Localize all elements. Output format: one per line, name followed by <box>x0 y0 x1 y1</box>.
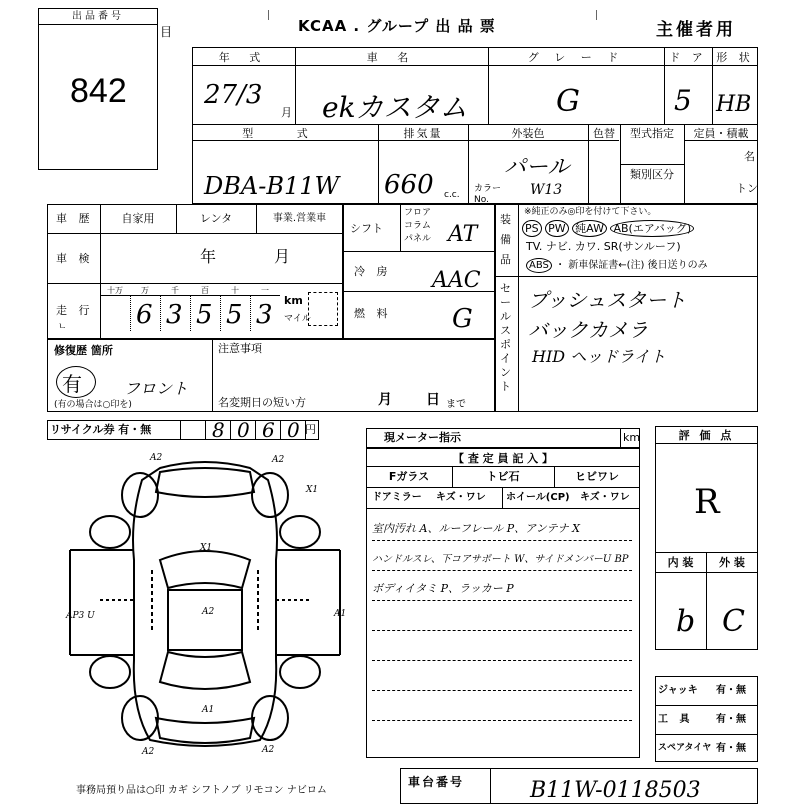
right-front-wheel-icon <box>280 516 320 548</box>
shift-floor: フロア <box>404 208 432 218</box>
recycle-digit: 6 <box>262 418 275 442</box>
mark-windshield: X1 <box>200 543 213 553</box>
capacity-label: 定員・積載 <box>693 127 749 140</box>
glass-label: Fガラス <box>388 470 430 483</box>
odometer-digit-label: 十 <box>231 286 239 295</box>
mark-left-side: AP3 U <box>66 611 95 621</box>
glass-crack: ヒビワレ <box>575 470 619 483</box>
displacement-label: 排気量 <box>403 127 443 140</box>
front-left-wheel-icon <box>122 473 158 517</box>
fuel-label: 燃 料 <box>354 307 392 320</box>
door-label: ド ア <box>669 51 707 64</box>
recycle-digit: 8 <box>212 418 225 442</box>
copy-label: 主催者用 <box>656 20 736 40</box>
roof <box>168 590 242 650</box>
history-label: 車 歴 <box>56 212 94 225</box>
lot-number-value: 842 <box>70 72 127 110</box>
glass-chip: トビ石 <box>486 470 520 483</box>
mirror-opts: キズ・ワレ <box>436 492 486 503</box>
color-replace-label: 色替 <box>593 127 615 140</box>
year-label: 年 式 <box>218 51 269 64</box>
equipment-line3: ABS ・ 新車保証書←(注) 後日送りのみ <box>526 258 708 273</box>
recycle-digit: 0 <box>287 418 300 442</box>
score-label: 評 価 点 <box>678 429 735 442</box>
cc-unit: c.c. <box>444 190 460 200</box>
mark-bottom-left: A2 <box>142 747 155 757</box>
jack-value: 有・無 <box>716 685 746 696</box>
mile-unit: マイル <box>284 314 311 324</box>
wheel-label: ホイール(CP) <box>506 492 570 503</box>
aircon-label: 冷 房 <box>354 265 392 278</box>
odometer-digit: 5 <box>226 300 243 330</box>
selling-point-1: プッシュスタート <box>528 288 687 312</box>
aircon-value: AAC <box>432 268 481 293</box>
odometer-digit-label: 十万 <box>107 286 123 295</box>
month-unit: 月 <box>281 106 292 119</box>
shape-value: HB <box>716 92 752 117</box>
mileage-label: 走 行 <box>56 304 94 317</box>
windshield <box>160 551 250 588</box>
remark-3: ボディイタミ P、ラッカー P <box>372 582 514 595</box>
wheel-opts: キズ・ワレ <box>580 492 630 503</box>
selling-points-vertical-label: セールスポイント <box>500 282 511 393</box>
mark-top-right-x: X1 <box>306 485 319 495</box>
shift-value: AT <box>448 222 478 247</box>
odometer-digit: 3 <box>256 300 273 330</box>
car-name-label: 車 名 <box>366 51 417 64</box>
spare-label: スペアタイヤ <box>658 743 712 753</box>
recycle-label: リサイクル券 有・無 <box>50 423 152 436</box>
interior-value: b <box>676 604 696 639</box>
inspection-month-unit: 月 <box>274 247 291 266</box>
door-value: 5 <box>674 84 692 117</box>
left-rear-wheel-icon <box>90 656 130 688</box>
appraiser-label: 【 査 定 員 記 入 】 <box>453 452 553 465</box>
odometer-digit-label: 千 <box>171 286 179 295</box>
spare-value: 有・無 <box>716 743 746 754</box>
km-unit: km <box>284 294 303 307</box>
rear-window <box>160 652 250 689</box>
model-value: DBA-B11W <box>204 172 340 200</box>
color-no-label: カラー No. <box>474 184 502 205</box>
mark-rear: A1 <box>202 705 215 715</box>
inspection-year-unit: 年 <box>200 247 217 266</box>
meter-label: 現メーター指示 <box>384 431 461 444</box>
car-diagram <box>40 450 370 760</box>
mirror-label: ドアミラー <box>372 492 422 503</box>
equipment-line2: TV. ナビ. カワ. SR(サンルーフ) <box>526 240 681 253</box>
color-label: 外装色 <box>511 127 545 140</box>
mark-right-side: A1 <box>334 609 347 619</box>
displacement-value: 660 <box>384 170 434 200</box>
color-no-value: W13 <box>530 182 563 198</box>
tools-label: 工 具 <box>658 714 694 725</box>
fuel-value: G <box>452 304 473 334</box>
notes-label: 注意事項 <box>218 342 262 355</box>
deadline-month: 月 <box>378 392 392 408</box>
color-value: パール <box>504 155 570 180</box>
history-private: 自家用 <box>121 212 155 225</box>
equipment-note: ※純正のみ◎印を付けて下さい。 <box>524 207 657 217</box>
meter-km: km <box>623 431 641 444</box>
mark-bottom-right: A2 <box>262 745 275 755</box>
org-title: KCAA . グループ 出 品 票 <box>298 17 496 35</box>
selling-point-3: HID ヘッドライト <box>532 347 666 366</box>
odometer-digit-label: 一 <box>261 286 269 295</box>
left-front-wheel-icon <box>90 516 130 548</box>
lot-number-label: 出品番号 <box>72 11 124 22</box>
chassis-value: B11W-0118503 <box>530 778 701 803</box>
grade-value: G <box>556 84 580 119</box>
deadline-day: 日 <box>426 392 440 408</box>
car-name-value: ekカスタム <box>322 91 468 124</box>
jack-label: ジャッキ <box>658 685 698 696</box>
repair-location: フロント <box>124 379 189 398</box>
interior-label: 内 装 <box>667 556 694 569</box>
deadline-until: まで <box>446 399 466 410</box>
repair-note: (有の場合は○印を) <box>54 400 132 410</box>
deadline-label: 名変期日の短い方 <box>218 396 306 409</box>
remark-2: ハンドルスレ、下コアサポート W、サイドメンバーU BP <box>372 554 629 565</box>
type-label: 型式指定 <box>630 127 674 140</box>
equipment-vertical-label: 装備品 <box>500 213 511 266</box>
odometer-digit-label: 万 <box>141 286 149 295</box>
odometer-digit: 3 <box>166 300 183 330</box>
shift-label: シフト <box>350 222 383 235</box>
grade-label: グ レ ー ド <box>527 51 625 64</box>
mark-top-right: A2 <box>272 455 285 465</box>
recycle-digit: 0 <box>237 418 250 442</box>
remark-1: 室内汚れ A、ルーフレール P、アンテナ X <box>372 522 581 535</box>
shape-label: 形 状 <box>716 51 754 64</box>
selling-point-2: バックカメラ <box>528 318 648 342</box>
office-note: 事務局預り品は○印 カギ シフトノブ リモコン ナビロム <box>76 785 327 796</box>
shift-panel: パネル <box>404 234 432 244</box>
front-right-wheel-icon <box>252 473 288 517</box>
year-value: 27/3 <box>204 80 263 110</box>
shift-column: コラム <box>404 221 431 231</box>
odometer-digit: 5 <box>196 300 213 330</box>
category-label: 類別区分 <box>630 168 674 181</box>
equipment-line1: PS PW 純AW AB(エアバッグ) <box>522 220 694 237</box>
exterior-value: C <box>722 604 745 639</box>
repair-label: 修復歴 箇所 <box>54 344 113 357</box>
recycle-yen: 円 <box>305 423 316 436</box>
inspection-label: 車 検 <box>56 252 94 265</box>
right-rear-wheel-icon <box>280 656 320 688</box>
history-business: 事業.営業車 <box>272 213 327 224</box>
chassis-label: 車台番号 <box>408 775 465 789</box>
repair-value: 有 <box>62 372 82 396</box>
tools-value: 有・無 <box>716 714 746 725</box>
exterior-label: 外 装 <box>719 556 745 569</box>
tons-unit: トン <box>736 182 758 195</box>
mark-roof: A2 <box>202 607 215 617</box>
odometer-digit: 6 <box>136 300 153 330</box>
score-value: R <box>694 482 720 522</box>
odometer-digit-label: 百 <box>201 286 209 295</box>
mark-top-left: A2 <box>150 453 163 463</box>
persons-unit: 名 <box>744 150 755 163</box>
history-rental: レンタ <box>199 212 233 225</box>
model-label: 型 式 <box>242 127 328 140</box>
